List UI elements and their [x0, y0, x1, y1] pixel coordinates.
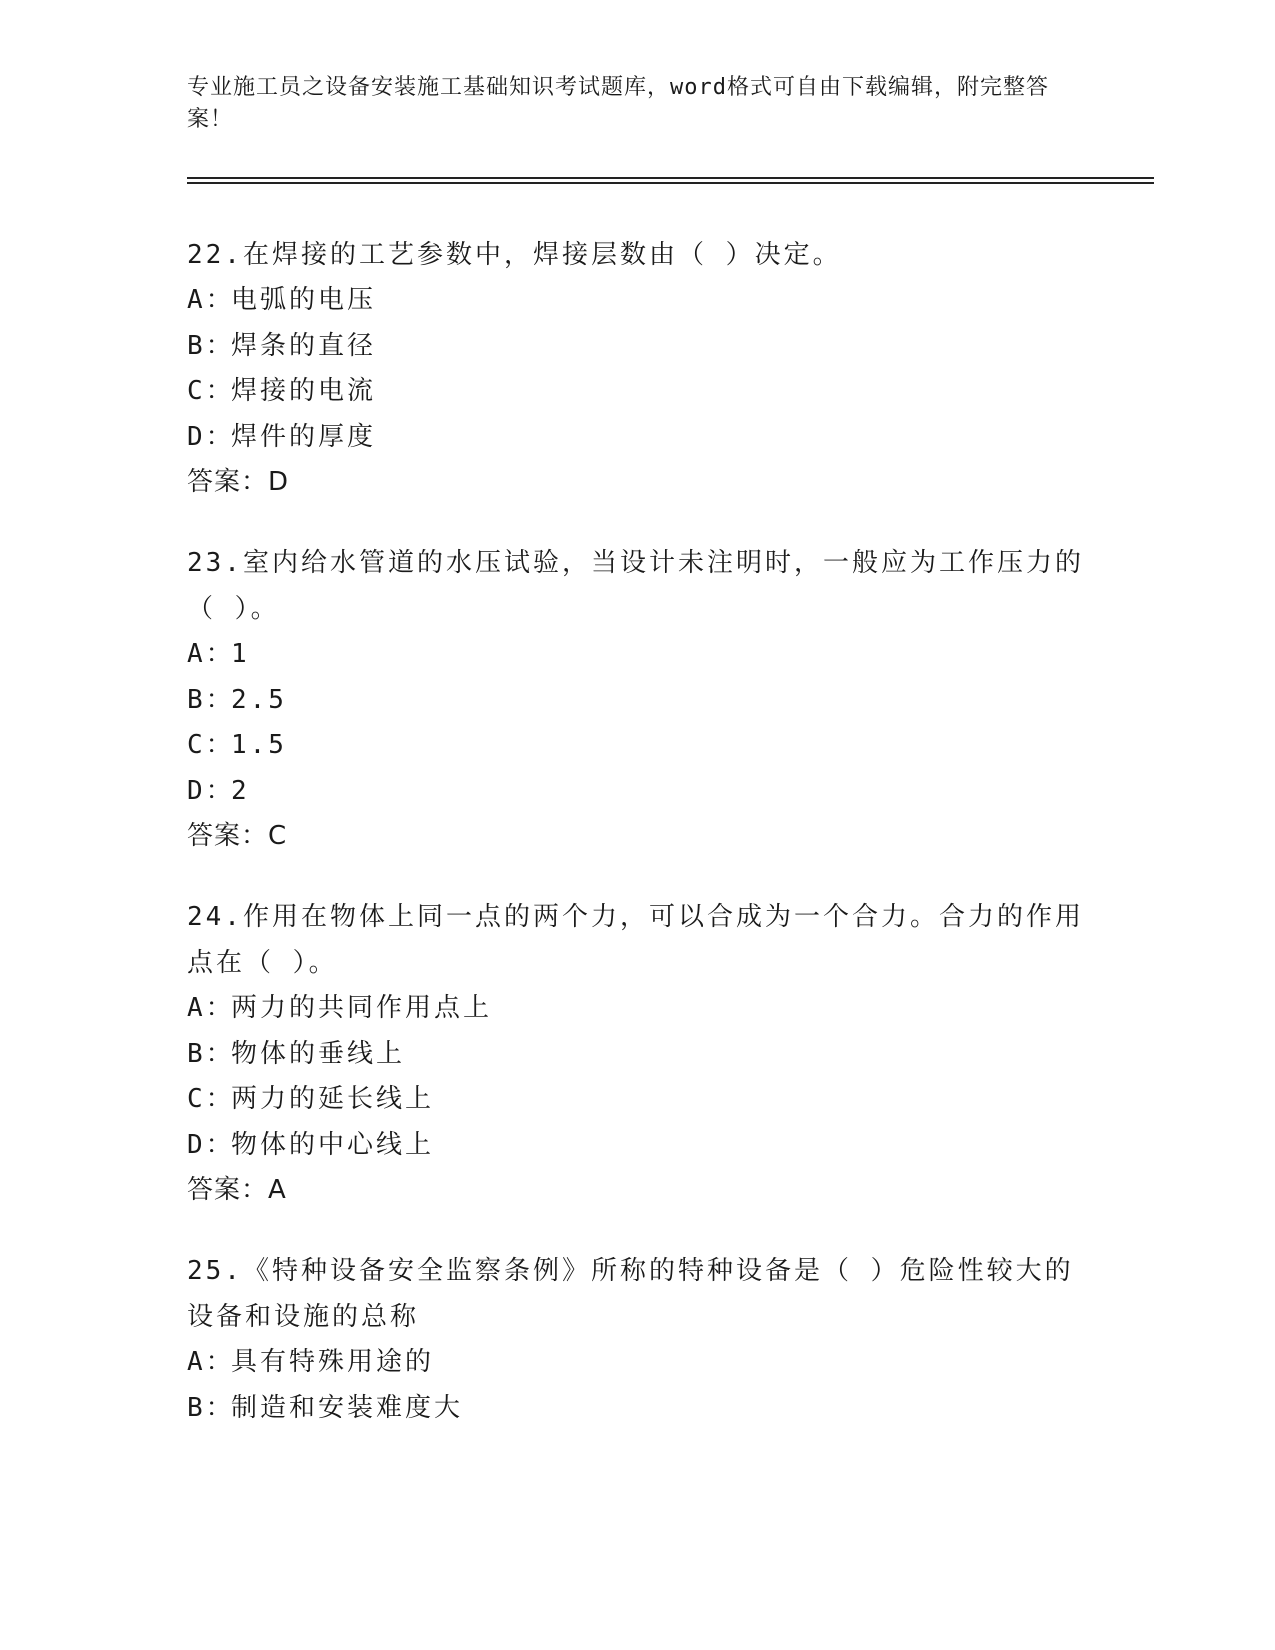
option-text: 2.5 — [231, 684, 287, 715]
option-d — [187, 1123, 1087, 1169]
option-key: B： — [187, 1038, 235, 1069]
option-d — [187, 415, 1087, 461]
option-a — [187, 986, 1087, 1032]
option-key: C： — [187, 376, 235, 406]
option-text: 具有特殊用途的 — [231, 1347, 435, 1377]
option-text: 两力的延长线上 — [231, 1084, 435, 1114]
option-key: A： — [187, 1347, 235, 1377]
answer-label: 答案： — [187, 467, 269, 497]
option-a — [187, 278, 1087, 324]
option-text: 1 — [231, 639, 250, 669]
answer-value: A — [268, 1175, 287, 1205]
question-23 — [187, 540, 1087, 859]
option-c — [187, 723, 1087, 769]
option-d — [187, 769, 1087, 815]
question-25 — [187, 1248, 1087, 1431]
option-b — [187, 1386, 1087, 1432]
option-b — [187, 1032, 1087, 1078]
header-divider-bottom — [187, 182, 1154, 184]
option-key: B： — [187, 684, 235, 715]
option-text: 两力的共同作用点上 — [231, 993, 493, 1023]
option-key: A： — [187, 993, 235, 1023]
option-text: 制造和安装难度大 — [231, 1392, 464, 1423]
document-header: 专业施工员之设备安装施工基础知识考试题库，word格式可自由下载编辑，附完整答案！ — [187, 75, 1049, 132]
option-a — [187, 1340, 1087, 1386]
option-text: 2 — [231, 775, 250, 806]
option-text: 焊条的直径 — [231, 330, 377, 361]
option-text: 1.5 — [231, 730, 287, 760]
answer-value: C — [268, 821, 288, 851]
question-text: 25.《特种设备安全监察条例》所称的特种设备是（ ）危险性较大的设备和设施的总称 — [187, 1256, 1074, 1332]
answer-value: D — [268, 467, 290, 497]
option-key: D： — [187, 775, 235, 806]
option-key: D： — [187, 1129, 235, 1160]
question-list — [187, 232, 1087, 1466]
option-key: B： — [187, 1392, 235, 1423]
answer-line — [187, 460, 1087, 505]
option-key: B： — [187, 330, 235, 361]
option-text: 焊件的厚度 — [231, 421, 377, 452]
header-divider-top — [187, 177, 1154, 179]
option-c — [187, 1077, 1087, 1123]
option-text: 物体的中心线上 — [231, 1129, 435, 1160]
option-c — [187, 369, 1087, 415]
question-text: 23.室内给水管道的水压试验，当设计未注明时，一般应为工作压力的（ ）。 — [187, 548, 1084, 624]
question-22 — [187, 232, 1087, 505]
option-key: C： — [187, 1084, 235, 1114]
question-text: 24.作用在物体上同一点的两个力，可以合成为一个合力。合力的作用点在（ ）。 — [187, 902, 1084, 978]
answer-label: 答案： — [187, 1175, 269, 1205]
answer-label: 答案： — [187, 821, 269, 851]
option-key: A： — [187, 285, 235, 315]
option-b — [187, 324, 1087, 370]
option-key: D： — [187, 421, 235, 452]
option-text: 物体的垂线上 — [231, 1038, 406, 1069]
option-key: C： — [187, 730, 235, 760]
option-key: A： — [187, 639, 235, 669]
question-text: 22.在焊接的工艺参数中，焊接层数由（ ）决定。 — [187, 240, 842, 270]
question-24 — [187, 894, 1087, 1213]
option-a — [187, 632, 1087, 678]
option-text: 焊接的电流 — [231, 376, 377, 406]
option-b — [187, 678, 1087, 724]
answer-line — [187, 814, 1087, 859]
option-text: 电弧的电压 — [231, 285, 377, 315]
answer-line — [187, 1168, 1087, 1213]
